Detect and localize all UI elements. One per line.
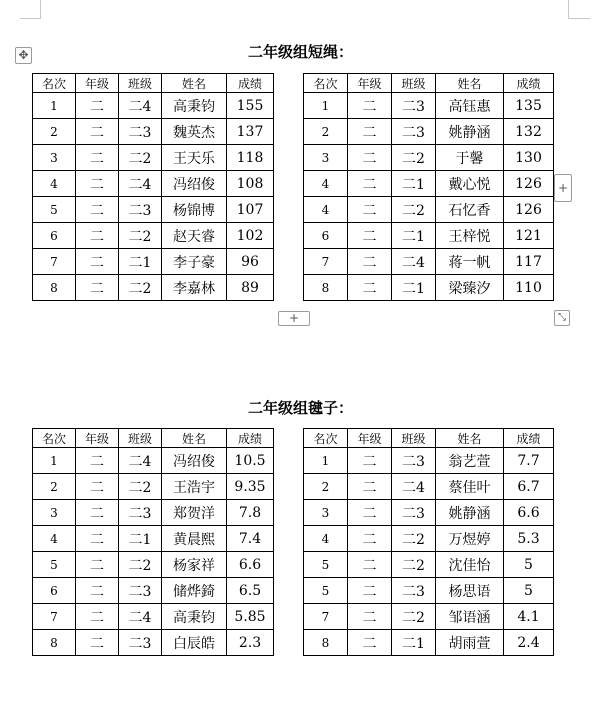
grade-cell: 二 [76, 145, 119, 171]
name-cell: 邹语涵 [436, 604, 504, 630]
header-cell: 年级 [76, 74, 119, 93]
rank-cell: 5 [304, 578, 348, 604]
class-cell: 二3 [392, 500, 436, 526]
header-cell: 年级 [348, 429, 392, 448]
name-cell: 于馨 [436, 145, 504, 171]
class-cell: 二3 [119, 500, 162, 526]
table-row [33, 448, 554, 474]
name-cell: 高钰惠 [436, 93, 504, 119]
header-cell: 姓名 [162, 74, 227, 93]
class-cell: 二3 [392, 448, 436, 474]
rank-cell: 4 [33, 171, 76, 197]
rank-cell: 7 [304, 249, 348, 275]
class-cell: 二2 [119, 474, 162, 500]
grade-cell: 二 [348, 578, 392, 604]
header-cell: 名次 [304, 429, 348, 448]
table-header-row [33, 74, 554, 93]
header-cell: 成绩 [504, 74, 554, 93]
rank-cell: 4 [33, 526, 76, 552]
class-cell: 二2 [392, 552, 436, 578]
name-cell: 杨家祥 [162, 552, 227, 578]
class-cell: 二4 [119, 604, 162, 630]
grade-cell: 二 [76, 119, 119, 145]
class-cell: 二1 [392, 171, 436, 197]
score-cell: 155 [227, 93, 274, 119]
grade-cell: 二 [348, 171, 392, 197]
class-cell: 二3 [119, 119, 162, 145]
name-cell: 杨思语 [436, 578, 504, 604]
rank-cell: 2 [304, 119, 348, 145]
rank-cell: 5 [33, 197, 76, 223]
rank-cell: 8 [33, 275, 76, 301]
rank-cell: 2 [33, 474, 76, 500]
rank-cell: 3 [33, 145, 76, 171]
grade-cell: 二 [76, 448, 119, 474]
crop-mark-right [568, 0, 569, 18]
score-cell: 130 [504, 145, 554, 171]
score-cell: 4.1 [504, 604, 554, 630]
header-cell: 成绩 [227, 74, 274, 93]
table-row [33, 275, 554, 301]
name-cell: 白辰皓 [162, 630, 227, 656]
table-row [33, 249, 554, 275]
rank-cell: 3 [33, 500, 76, 526]
name-cell: 赵天睿 [162, 223, 227, 249]
rank-cell: 1 [304, 93, 348, 119]
table-row [33, 197, 554, 223]
grade-cell: 二 [76, 275, 119, 301]
grade-cell: 二 [76, 93, 119, 119]
class-cell: 二2 [392, 197, 436, 223]
crop-mark-right-h [568, 18, 590, 19]
score-cell: 6.6 [504, 500, 554, 526]
table-header-row [33, 429, 554, 448]
name-cell: 翁艺萱 [436, 448, 504, 474]
table-row [33, 223, 554, 249]
grade-cell: 二 [348, 552, 392, 578]
name-cell: 李嘉林 [162, 275, 227, 301]
gap-cell [274, 552, 304, 578]
header-cell: 姓名 [436, 74, 504, 93]
score-cell: 135 [504, 93, 554, 119]
header-cell: 姓名 [162, 429, 227, 448]
header-cell: 班级 [392, 429, 436, 448]
header-cell: 班级 [119, 74, 162, 93]
gap-cell [274, 223, 304, 249]
grade-cell: 二 [348, 474, 392, 500]
gap-cell [274, 429, 304, 448]
rank-cell: 8 [304, 275, 348, 301]
score-cell: 96 [227, 249, 274, 275]
score-cell: 7.8 [227, 500, 274, 526]
score-cell: 6.5 [227, 578, 274, 604]
gap-cell [274, 526, 304, 552]
header-cell: 年级 [348, 74, 392, 93]
grade-cell: 二 [76, 578, 119, 604]
add-column-handle[interactable]: + [278, 311, 310, 326]
grade-cell: 二 [76, 630, 119, 656]
name-cell: 戴心悦 [436, 171, 504, 197]
name-cell: 李子豪 [162, 249, 227, 275]
name-cell: 姚静涵 [436, 119, 504, 145]
gap-cell [274, 74, 304, 93]
score-cell: 132 [504, 119, 554, 145]
score-cell: 126 [504, 171, 554, 197]
table-row [33, 578, 554, 604]
table-row [33, 119, 554, 145]
class-cell: 二1 [119, 249, 162, 275]
table-row [33, 552, 554, 578]
rank-cell: 6 [33, 578, 76, 604]
rank-cell: 7 [33, 249, 76, 275]
score-cell: 5.3 [504, 526, 554, 552]
rank-cell: 6 [304, 223, 348, 249]
score-cell: 6.7 [504, 474, 554, 500]
score-cell: 117 [504, 249, 554, 275]
rank-cell: 3 [304, 145, 348, 171]
grade-cell: 二 [348, 275, 392, 301]
table-row [33, 526, 554, 552]
header-cell: 班级 [119, 429, 162, 448]
grade-cell: 二 [348, 93, 392, 119]
class-cell: 二3 [119, 578, 162, 604]
rank-cell: 1 [304, 448, 348, 474]
name-cell: 郑贺洋 [162, 500, 227, 526]
table-row [33, 500, 554, 526]
gap-cell [274, 500, 304, 526]
name-cell: 魏英杰 [162, 119, 227, 145]
name-cell: 胡雨萱 [436, 630, 504, 656]
score-cell: 137 [227, 119, 274, 145]
table-row [33, 145, 554, 171]
rank-cell: 4 [304, 197, 348, 223]
class-cell: 二4 [392, 249, 436, 275]
grade-cell: 二 [76, 604, 119, 630]
shuttlecock-title: 二年级组毽子： [247, 399, 353, 417]
name-cell: 蒋一帆 [436, 249, 504, 275]
rank-cell: 6 [33, 223, 76, 249]
rank-cell: 1 [33, 448, 76, 474]
rank-cell: 3 [304, 500, 348, 526]
name-cell: 冯绍俊 [162, 448, 227, 474]
shuttlecock-table [32, 428, 554, 656]
jumprope-table [32, 73, 554, 301]
name-cell: 黄晨熙 [162, 526, 227, 552]
header-cell: 姓名 [436, 429, 504, 448]
class-cell: 二2 [119, 275, 162, 301]
score-cell: 102 [227, 223, 274, 249]
class-cell: 二1 [392, 223, 436, 249]
score-cell: 5.85 [227, 604, 274, 630]
class-cell: 二3 [392, 119, 436, 145]
grade-cell: 二 [76, 474, 119, 500]
rank-cell: 4 [304, 526, 348, 552]
grade-cell: 二 [348, 448, 392, 474]
grade-cell: 二 [348, 119, 392, 145]
rank-cell: 4 [304, 171, 348, 197]
grade-cell: 二 [348, 604, 392, 630]
class-cell: 二4 [119, 93, 162, 119]
rank-cell: 2 [304, 474, 348, 500]
score-cell: 6.6 [227, 552, 274, 578]
class-cell: 二3 [119, 630, 162, 656]
rank-cell: 5 [304, 552, 348, 578]
name-cell: 蔡佳叶 [436, 474, 504, 500]
header-cell: 名次 [304, 74, 348, 93]
name-cell: 姚静涵 [436, 500, 504, 526]
grade-cell: 二 [76, 249, 119, 275]
rank-cell: 8 [33, 630, 76, 656]
header-cell: 班级 [392, 74, 436, 93]
rank-cell: 7 [304, 604, 348, 630]
class-cell: 二1 [119, 526, 162, 552]
header-cell: 年级 [76, 429, 119, 448]
name-cell: 杨锦博 [162, 197, 227, 223]
name-cell: 高秉钧 [162, 604, 227, 630]
score-cell: 10.5 [227, 448, 274, 474]
class-cell: 二2 [119, 552, 162, 578]
name-cell: 沈佳怡 [436, 552, 504, 578]
gap-cell [274, 630, 304, 656]
name-cell: 梁臻汐 [436, 275, 504, 301]
gap-cell [274, 145, 304, 171]
rank-cell: 8 [304, 630, 348, 656]
crop-mark-left-h [20, 18, 41, 19]
name-cell: 冯绍俊 [162, 171, 227, 197]
header-cell: 成绩 [227, 429, 274, 448]
header-cell: 名次 [33, 74, 76, 93]
gap-cell [274, 171, 304, 197]
score-cell: 126 [504, 197, 554, 223]
grade-cell: 二 [76, 526, 119, 552]
grade-cell: 二 [348, 223, 392, 249]
score-cell: 7.7 [504, 448, 554, 474]
class-cell: 二2 [392, 526, 436, 552]
gap-cell [274, 448, 304, 474]
score-cell: 2.3 [227, 630, 274, 656]
rank-cell: 2 [33, 119, 76, 145]
class-cell: 二4 [119, 171, 162, 197]
jumprope-title: 二年级组短绳： [247, 43, 353, 61]
class-cell: 二3 [119, 197, 162, 223]
header-cell: 成绩 [504, 429, 554, 448]
score-cell: 5 [504, 578, 554, 604]
name-cell: 万煜婷 [436, 526, 504, 552]
rank-cell: 5 [33, 552, 76, 578]
score-cell: 110 [504, 275, 554, 301]
grade-cell: 二 [348, 500, 392, 526]
table-row [33, 604, 554, 630]
table-row [33, 171, 554, 197]
class-cell: 二4 [119, 448, 162, 474]
score-cell: 89 [227, 275, 274, 301]
gap-cell [274, 249, 304, 275]
class-cell: 二1 [392, 275, 436, 301]
grade-cell: 二 [348, 526, 392, 552]
name-cell: 储烨錡 [162, 578, 227, 604]
rank-cell: 1 [33, 93, 76, 119]
gap-cell [274, 578, 304, 604]
gap-cell [274, 275, 304, 301]
add-row-handle[interactable]: + [554, 174, 572, 202]
grade-cell: 二 [76, 500, 119, 526]
class-cell: 二2 [119, 145, 162, 171]
class-cell: 二4 [392, 474, 436, 500]
gap-cell [274, 197, 304, 223]
score-cell: 7.4 [227, 526, 274, 552]
grade-cell: 二 [348, 145, 392, 171]
class-cell: 二1 [392, 630, 436, 656]
grade-cell: 二 [348, 197, 392, 223]
grade-cell: 二 [348, 249, 392, 275]
grade-cell: 二 [348, 630, 392, 656]
gap-cell [274, 119, 304, 145]
table-move-handle-icon[interactable]: ✥ [15, 47, 32, 64]
gap-cell [274, 93, 304, 119]
class-cell: 二3 [392, 93, 436, 119]
score-cell: 5 [504, 552, 554, 578]
gap-cell [274, 474, 304, 500]
name-cell: 石忆香 [436, 197, 504, 223]
gap-cell [274, 604, 304, 630]
grade-cell: 二 [76, 552, 119, 578]
name-cell: 王天乐 [162, 145, 227, 171]
table-resize-handle-icon[interactable]: ⤡ [554, 310, 570, 326]
table-row [33, 630, 554, 656]
score-cell: 2.4 [504, 630, 554, 656]
rank-cell: 7 [33, 604, 76, 630]
table-row [33, 474, 554, 500]
score-cell: 107 [227, 197, 274, 223]
name-cell: 王梓悦 [436, 223, 504, 249]
header-cell: 名次 [33, 429, 76, 448]
grade-cell: 二 [76, 197, 119, 223]
class-cell: 二2 [392, 145, 436, 171]
grade-cell: 二 [76, 223, 119, 249]
name-cell: 王浩宇 [162, 474, 227, 500]
class-cell: 二2 [392, 604, 436, 630]
table-row [33, 93, 554, 119]
score-cell: 118 [227, 145, 274, 171]
name-cell: 高秉钧 [162, 93, 227, 119]
crop-mark-left [40, 0, 41, 18]
class-cell: 二3 [392, 578, 436, 604]
score-cell: 121 [504, 223, 554, 249]
score-cell: 9.35 [227, 474, 274, 500]
score-cell: 108 [227, 171, 274, 197]
class-cell: 二2 [119, 223, 162, 249]
grade-cell: 二 [76, 171, 119, 197]
